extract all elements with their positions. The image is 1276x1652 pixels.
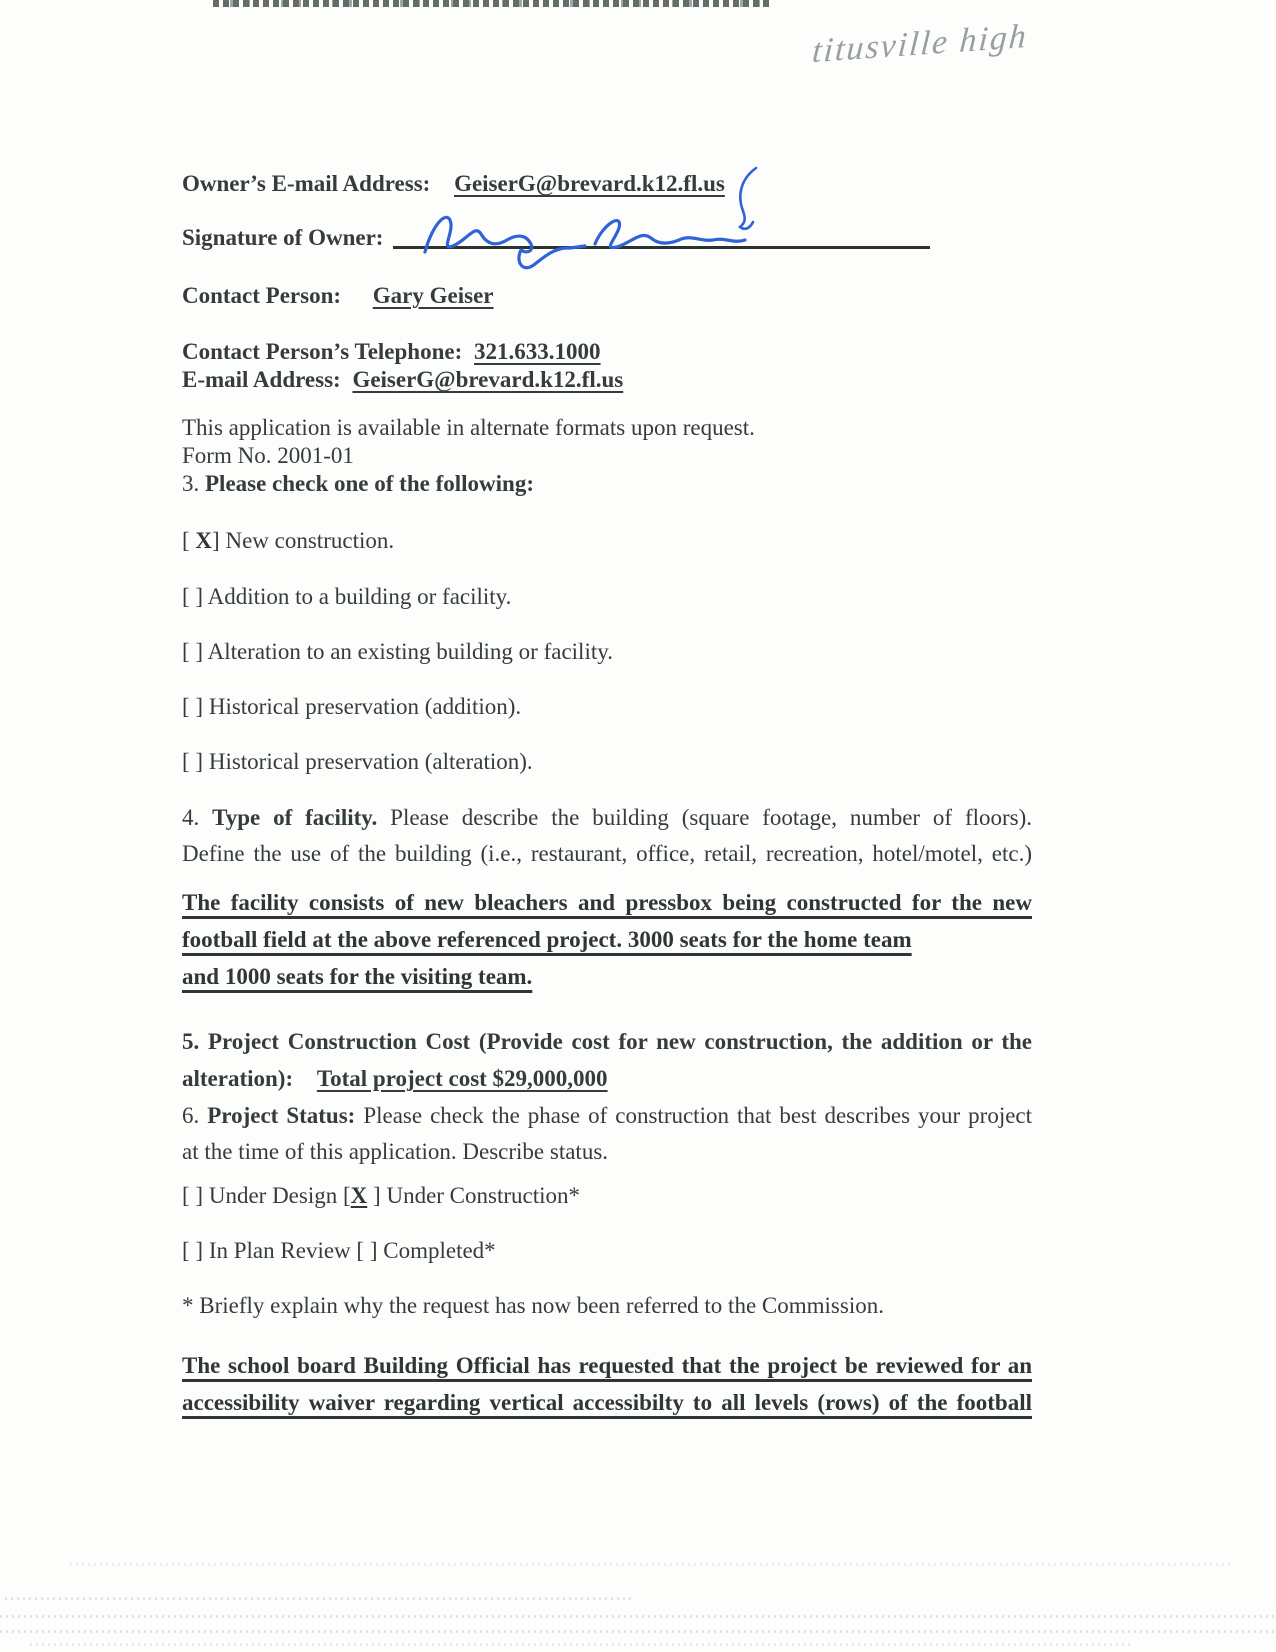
contact-person-label: Contact Person: <box>182 283 342 308</box>
status-row-1 <box>182 1182 1032 1211</box>
option-label: New construction. <box>225 528 395 553</box>
scan-noise <box>0 1615 1276 1618</box>
checkbox-box: [ X] <box>182 528 220 553</box>
contact-person-value: Gary Geiser <box>372 283 494 308</box>
form-number: Form No. 2001-01 <box>182 443 354 468</box>
section6-paragraph: 6. Project Status: Please check the phase of construction that best describes your project at the time of this application. Describe status. <box>182 1103 1033 1164</box>
scan-noise <box>0 1630 1276 1633</box>
checkbox-option-historical-alteration <box>182 748 1032 777</box>
cropped-text-top <box>213 0 770 7</box>
option-label: Alteration to an existing building or facility. <box>207 639 613 664</box>
handwritten-note: titusville high <box>811 17 1030 71</box>
signature-ink <box>415 200 755 285</box>
status-row-2 <box>182 1237 1032 1266</box>
section4-paragraph: 4. Type of facility. Please describe the building (square footage, number of floors). Define the use of the building (i.e., restaurant, office, retail, recreation, hotel/motel, etc.) <box>182 805 1033 866</box>
form-notes-block <box>182 414 1032 498</box>
checkbox-box: [ ] <box>356 1238 378 1263</box>
contact-email-label: E-mail Address: <box>182 367 341 392</box>
option-label: Historical preservation (alteration). <box>208 749 533 774</box>
scan-noise <box>30 1643 1130 1646</box>
scan-noise <box>5 1597 635 1600</box>
section5-paragraph: 5. Project Construction Cost (Provide cost for new construction, the addition or the alteration): Total project cost $29,000,000 <box>182 1029 1033 1091</box>
contact-person-row <box>182 282 1032 311</box>
contact-phone-value: 321.633.1000 <box>474 339 601 364</box>
section3-heading: 3. Please check one of the following: <box>182 471 534 496</box>
alternate-formats-note: This application is available in alternate formats upon request. <box>182 415 755 440</box>
checkbox-box: [ ] <box>182 639 204 664</box>
contact-email-row <box>182 366 1032 395</box>
contact-phone-row <box>182 338 1032 367</box>
signature-label: Signature of Owner: <box>182 225 384 250</box>
checkbox-box: [ ] <box>182 1238 204 1263</box>
owner-email-value: GeiserG@brevard.k12.fl.us <box>454 171 725 196</box>
option-label: In Plan Review <box>208 1238 351 1263</box>
checkbox-box: [ ] <box>182 584 204 609</box>
contact-phone-label: Contact Person’s Telephone: <box>182 339 463 364</box>
referral-answer: The school board Building Official has requested that the project be reviewed for an accessibility waiver regarding vertical accessibilty to all levels (rows) of the football <box>182 1353 1032 1415</box>
checkbox-box: [ ] <box>182 1183 204 1208</box>
contact-email-value: GeiserG@brevard.k12.fl.us <box>352 367 624 392</box>
facility-answer: The facility consists of new bleachers and pressbox being constructed for the new football field at the above referenced project. 3000 seats for the home team and 1000 seats for the visiting team. <box>182 890 1032 989</box>
option-label: Historical preservation (addition). <box>208 694 522 719</box>
checkbox-option-alteration <box>182 638 1032 667</box>
checkbox-option-historical-addition <box>182 693 1032 722</box>
cost-answer: Total project cost $29,000,000 <box>316 1066 608 1091</box>
owner-email-label: Owner’s E-mail Address: <box>182 171 431 196</box>
scan-noise <box>70 1563 1230 1566</box>
checkbox-option-addition <box>182 583 1032 612</box>
checkbox-box: [X ] <box>342 1183 381 1208</box>
option-label: Completed* <box>383 1238 496 1263</box>
checkbox-option-new-construction <box>182 527 1032 556</box>
option-label: Under Design <box>208 1183 338 1208</box>
footnote: * Briefly explain why the request has now been referred to the Commission. <box>182 1293 884 1318</box>
owner-email-row <box>182 170 1032 199</box>
checkbox-box: [ ] <box>182 694 204 719</box>
option-label: Under Construction* <box>386 1183 581 1208</box>
option-label: Addition to a building or facility. <box>207 584 512 609</box>
checkbox-box: [ ] <box>182 749 204 774</box>
